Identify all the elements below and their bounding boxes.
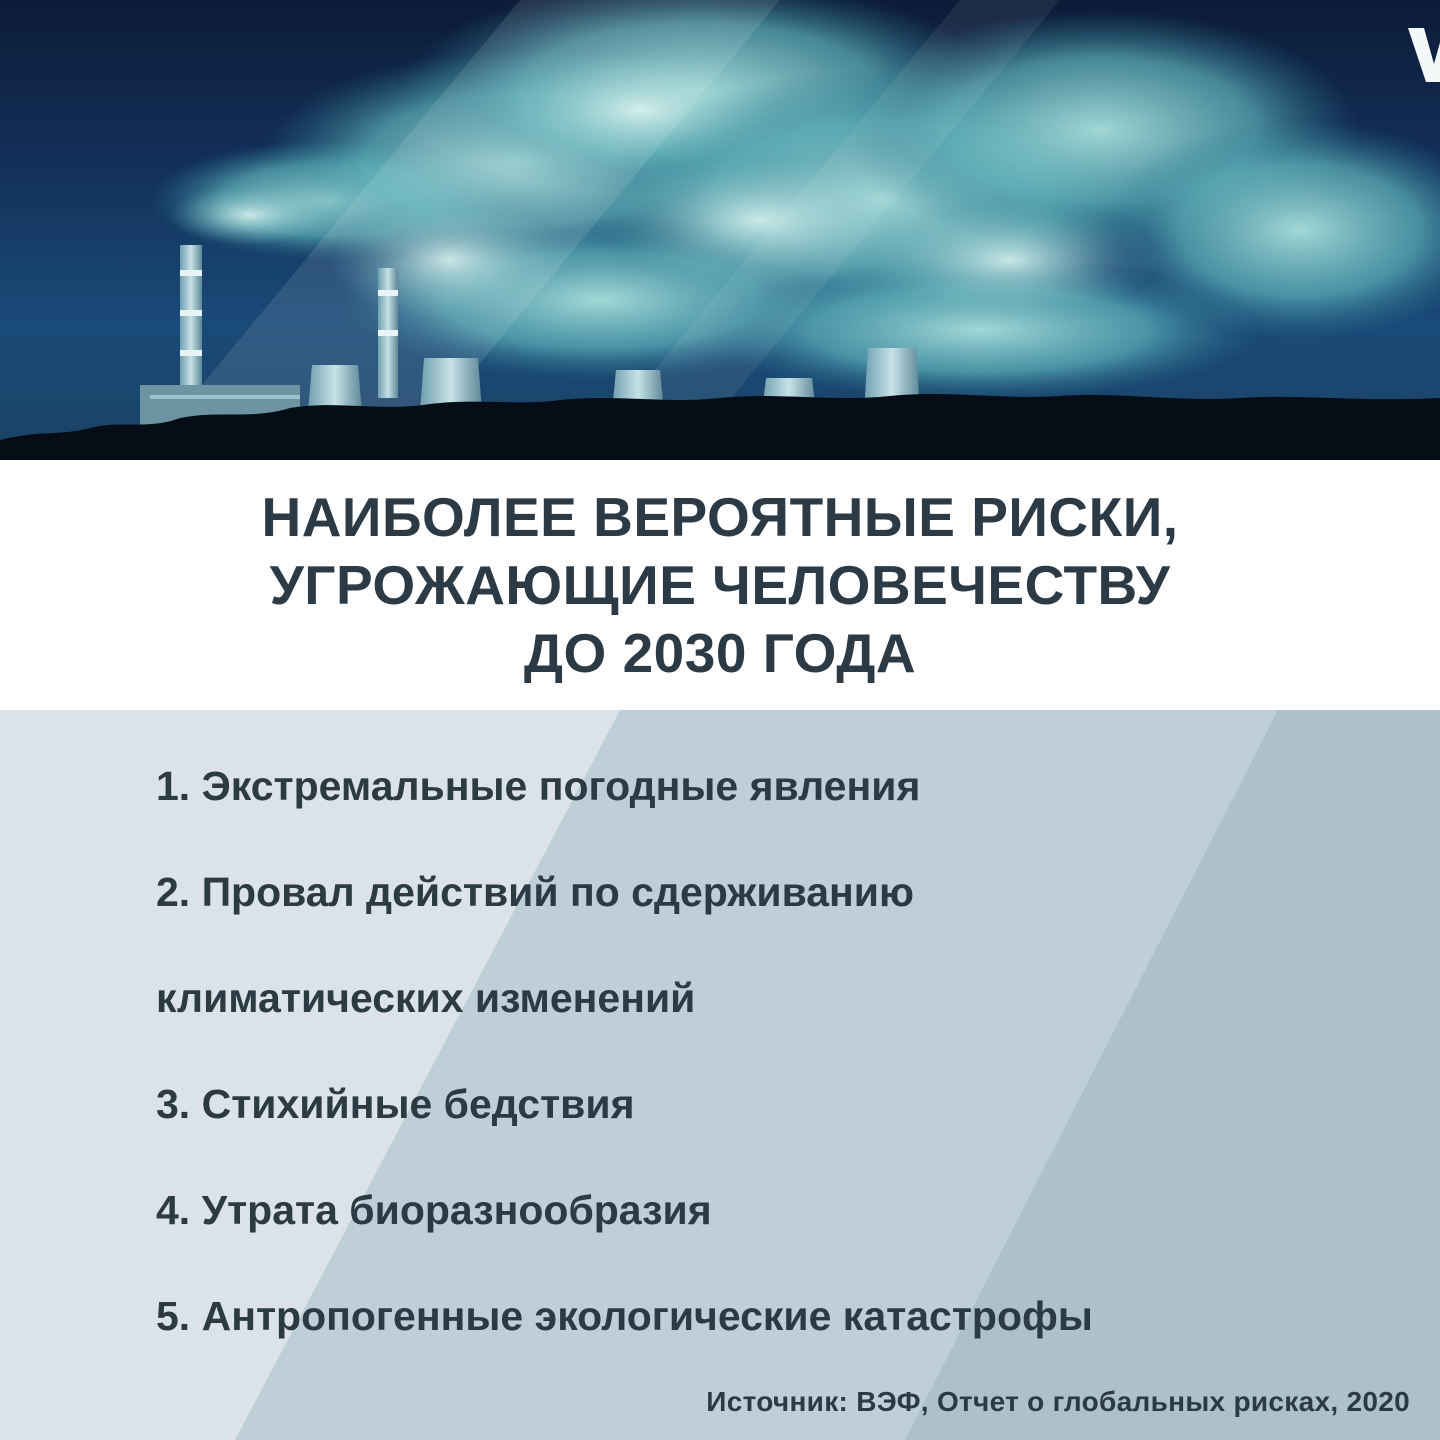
- list-item: [156, 1288, 1336, 1394]
- risk-2-text-line-1: 2. Провал действий по сдерживанию: [156, 869, 915, 915]
- page-title: [261, 483, 1178, 687]
- list-item: [156, 864, 1336, 1076]
- title-line-3: ДО 2030 ГОДА: [523, 622, 917, 684]
- risk-3-text: 3. Стихийные бедствия: [156, 1081, 635, 1127]
- list-item: [156, 1182, 1336, 1288]
- power-plant-illustration: [0, 0, 1440, 460]
- risk-2-text-line-2: климатических изменений: [156, 975, 696, 1021]
- risk-5-text: 5. Антропогенные экологические катастрофы: [156, 1293, 1093, 1339]
- risk-list-panel: [0, 710, 1440, 1440]
- list-item: [156, 758, 1336, 864]
- voa-logo-mark: [1408, 26, 1440, 84]
- risk-4-text: 4. Утрата биоразнообразия: [156, 1187, 712, 1233]
- source-caption: Источник: ВЭФ, Отчет о глобальных рисках, 2020: [706, 1386, 1410, 1417]
- risk-list: [156, 758, 1336, 1394]
- title-line-1: НАИБОЛЕЕ ВЕРОЯТНЫЕ РИСКИ,: [261, 486, 1179, 548]
- hero-photo-power-plant: [0, 0, 1440, 460]
- list-item: [156, 1076, 1336, 1182]
- title-band: [0, 460, 1440, 710]
- risk-1-text: 1. Экстремальные погодные явления: [156, 763, 921, 809]
- title-line-2: УГРОЖАЮЩИЕ ЧЕЛОВЕЧЕСТВУ: [269, 554, 1171, 616]
